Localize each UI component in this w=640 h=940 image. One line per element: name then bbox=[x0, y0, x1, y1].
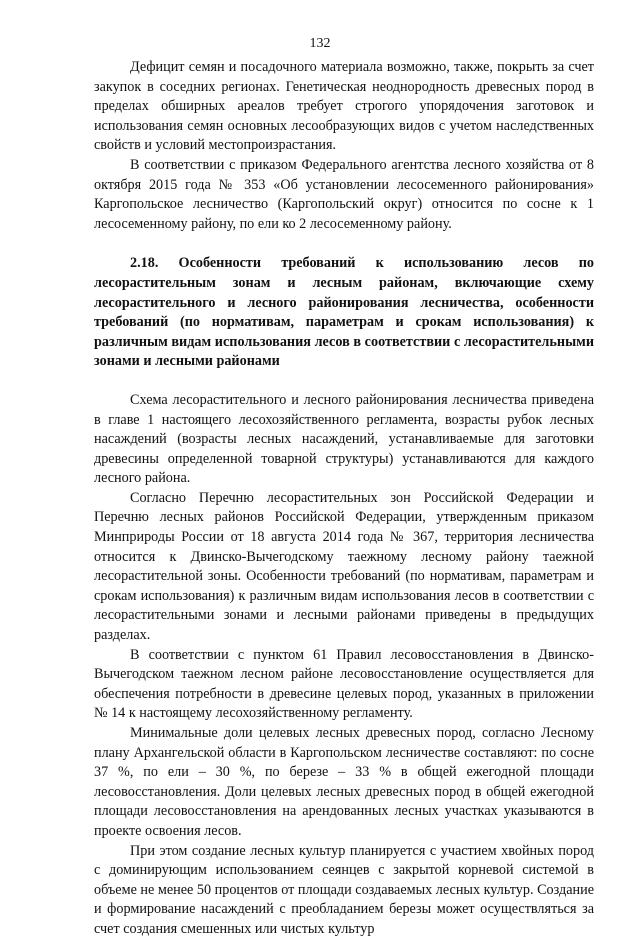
paragraph-seed-zoning: В соответствии с приказом Федерального агентства лесного хозяйства от 8 октября 2015 года № 353 «Об установлении лесосеменного районирования» Каргопольское лесничество (Каргопольский округ) относится по сосне к 1 лесосеменному району, по ели ко 2 лесосеменному району. bbox=[94, 156, 594, 232]
paragraph-reforestation-rules: В соответствии с пунктом 61 Правил лесовосстановления в Двинско-Вычегодском таежном лесном районе лесовосстановление осуществляется для обеспечения потребности в древесине целевых пород, указанных в приложении № 14 к настоящему лесохозяйственному регламенту. bbox=[94, 646, 594, 722]
paragraph-forest-cultures: При этом создание лесных культур планируется с участием хвойных пород с доминирующим использованием сеянцев с закрытой корневой системой в объеме не менее 50 процентов от площади создаваемых лесных культур. Создание и формирование насаждений с преобладанием березы может осуществляться за счет создания смешенных или чистых культур bbox=[94, 842, 594, 937]
paragraph-forest-zones: Согласно Перечню лесорастительных зон Российской Федерации и Перечню лесных районов Российской Федерации, утвержденным приказом Минприроды России от 18 августа 2014 года № 367, территория лесничества относится к Двинско-Вычегодскому таежному лесному району таежной лесорастительной зоны. Особенности требований (по нормативам, параметрам и срокам использования) к различным видам использования лесов в соответствии с лесорастительными зонами и лесными районами приведены в предыдущих разделах. bbox=[94, 489, 594, 644]
section-heading: 2.18. Особенности требований к использованию лесов по лесорастительным зонам и лесным районам, включающие схему лесорастительного и лесного районирования лесничества, особенности требований (по нормативам, параметрам и срокам использования) к различным видам использования лесов в соответствии с лесорастительными зонами и лесными районами bbox=[94, 255, 594, 370]
paragraph-zoning-scheme: Схема лесорастительного и лесного районирования лесничества приведена в главе 1 настоящего лесохозяйственного регламента, возрасты рубок лесных насаждений (возрасты лесных насаждений, устанавливаемые для заготовки древесины определенной товарной структуры) устанавливаются для каждого лесного района. bbox=[94, 391, 594, 487]
paragraph-seed-deficit: Дефицит семян и посадочного материала возможно, также, покрыть за счет закупок в соседних регионах. Генетическая неоднородность древесных пород в пределах обширных ареалов требует строгого упорядочения заготовок и использования семян основных лесообразующих видов с учетом наследственных свойств и условий местопроизрастания. bbox=[94, 59, 594, 154]
page-content bbox=[94, 58, 594, 940]
page-number: 132 bbox=[309, 36, 331, 51]
paragraph-target-species-shares: Минимальные доли целевых лесных древесных пород, согласно Лесному плану Архангельской области в Каргопольском лесничестве составляют: по сосне 37 %, по ели – 30 %, по березе – 33 % в общей ежегодной площади лесовосстановления. Доли целевых лесных древесных пород в общей ежегодной площади лесовосстановления на арендованных лесных участках указываются в проекте освоения лесов. bbox=[94, 725, 594, 839]
